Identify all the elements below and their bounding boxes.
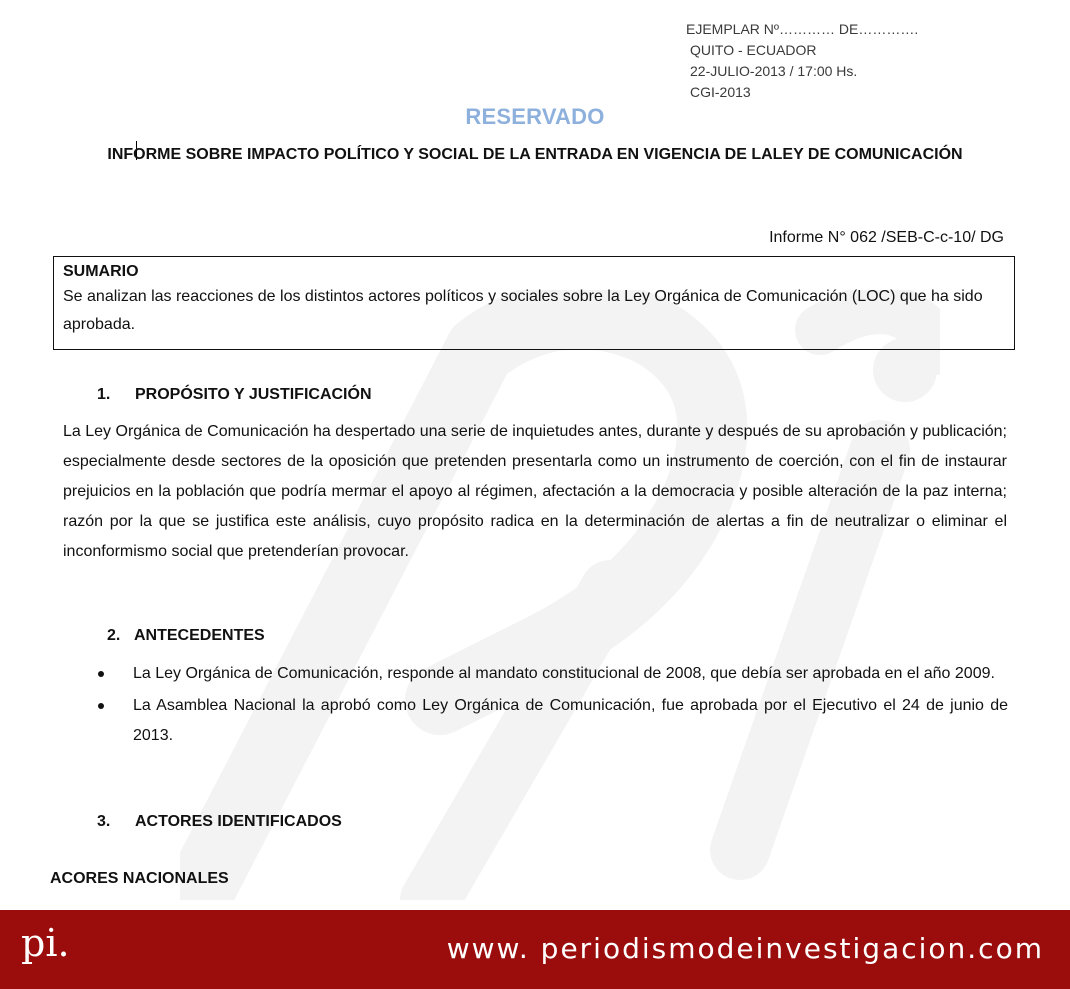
section-2-heading xyxy=(107,627,265,645)
section-2-number: 2. xyxy=(107,627,121,644)
bullet-icon xyxy=(98,703,104,709)
section-3-title: ACTORES IDENTIFICADOS xyxy=(135,813,342,830)
report-number: Informe N° 062 /SEB-C-c-10/ DG xyxy=(769,229,1004,246)
section-2-title: ANTECEDENTES xyxy=(134,627,265,644)
section-1-body: La Ley Orgánica de Comunicación ha despertado una serie de inquietudes antes, durante y después de su aprobación y publicación; especialmente desde sectores de la oposición que pretenden presentarla como un instrumento de coerción, con el fin de instaurar prejuicios en la población que podría mermar el apoyo al régimen, afectación a la democracia y posible alteración de la paz interna; razón por la que se justifica este análisis, cuyo propósito radica en la determinación de alertas a fin de neutralizar o eliminar el inconformismo social que pretenderían provocar. xyxy=(63,423,1007,560)
summary-heading: SUMARIO xyxy=(63,263,139,280)
document-title: INFORME SOBRE IMPACTO POLÍTICO Y SOCIAL DE LA ENTRADA EN VIGENCIA DE LALEY DE COMUNICACIÓN xyxy=(107,146,963,163)
pi-watermark-graphic xyxy=(180,290,940,900)
meta-ejemplar: EJEMPLAR Nº………… DE…………. xyxy=(686,21,919,37)
section-3-heading xyxy=(97,813,342,831)
website-link[interactable]: www. periodismodeinvestigacion.com xyxy=(446,932,1044,965)
section-1-number: 1. xyxy=(97,386,111,403)
pi-logo: pi. xyxy=(21,921,70,965)
list-item-text: La Asamblea Nacional la aprobó como Ley Orgánica de Comunicación, fue aprobada por el Ejecutivo el 24 de junio de 2013. xyxy=(133,697,1008,744)
bullet-icon xyxy=(98,671,104,677)
subheading-actores-nacionales: ACORES NACIONALES xyxy=(50,870,229,887)
list-item xyxy=(98,691,1008,751)
meta-datetime: 22-JULIO-2013 / 17:00 Hs. xyxy=(690,63,858,79)
section-3-number: 3. xyxy=(97,813,111,830)
meta-location: QUITO - ECUADOR xyxy=(690,42,817,58)
section-1-title: PROPÓSITO Y JUSTIFICACIÓN xyxy=(135,386,372,403)
antecedentes-list xyxy=(98,659,1008,753)
section-1-heading xyxy=(97,386,372,404)
summary-box xyxy=(53,256,1015,350)
classification-label: RESERVADO xyxy=(465,104,605,129)
list-item xyxy=(98,659,1008,689)
footer-banner xyxy=(0,910,1070,989)
meta-code: CGI-2013 xyxy=(690,84,751,100)
document-meta xyxy=(686,19,918,103)
summary-text: Se analizan las reacciones de los distintos actores políticos y sociales sobre la Ley Orgánica de Comunicación (LOC) que ha sido aprobada. xyxy=(63,288,983,333)
list-item-text: La Ley Orgánica de Comunicación, responde al mandato constitucional de 2008, que debía ser aprobada en el año 2009. xyxy=(133,665,995,682)
